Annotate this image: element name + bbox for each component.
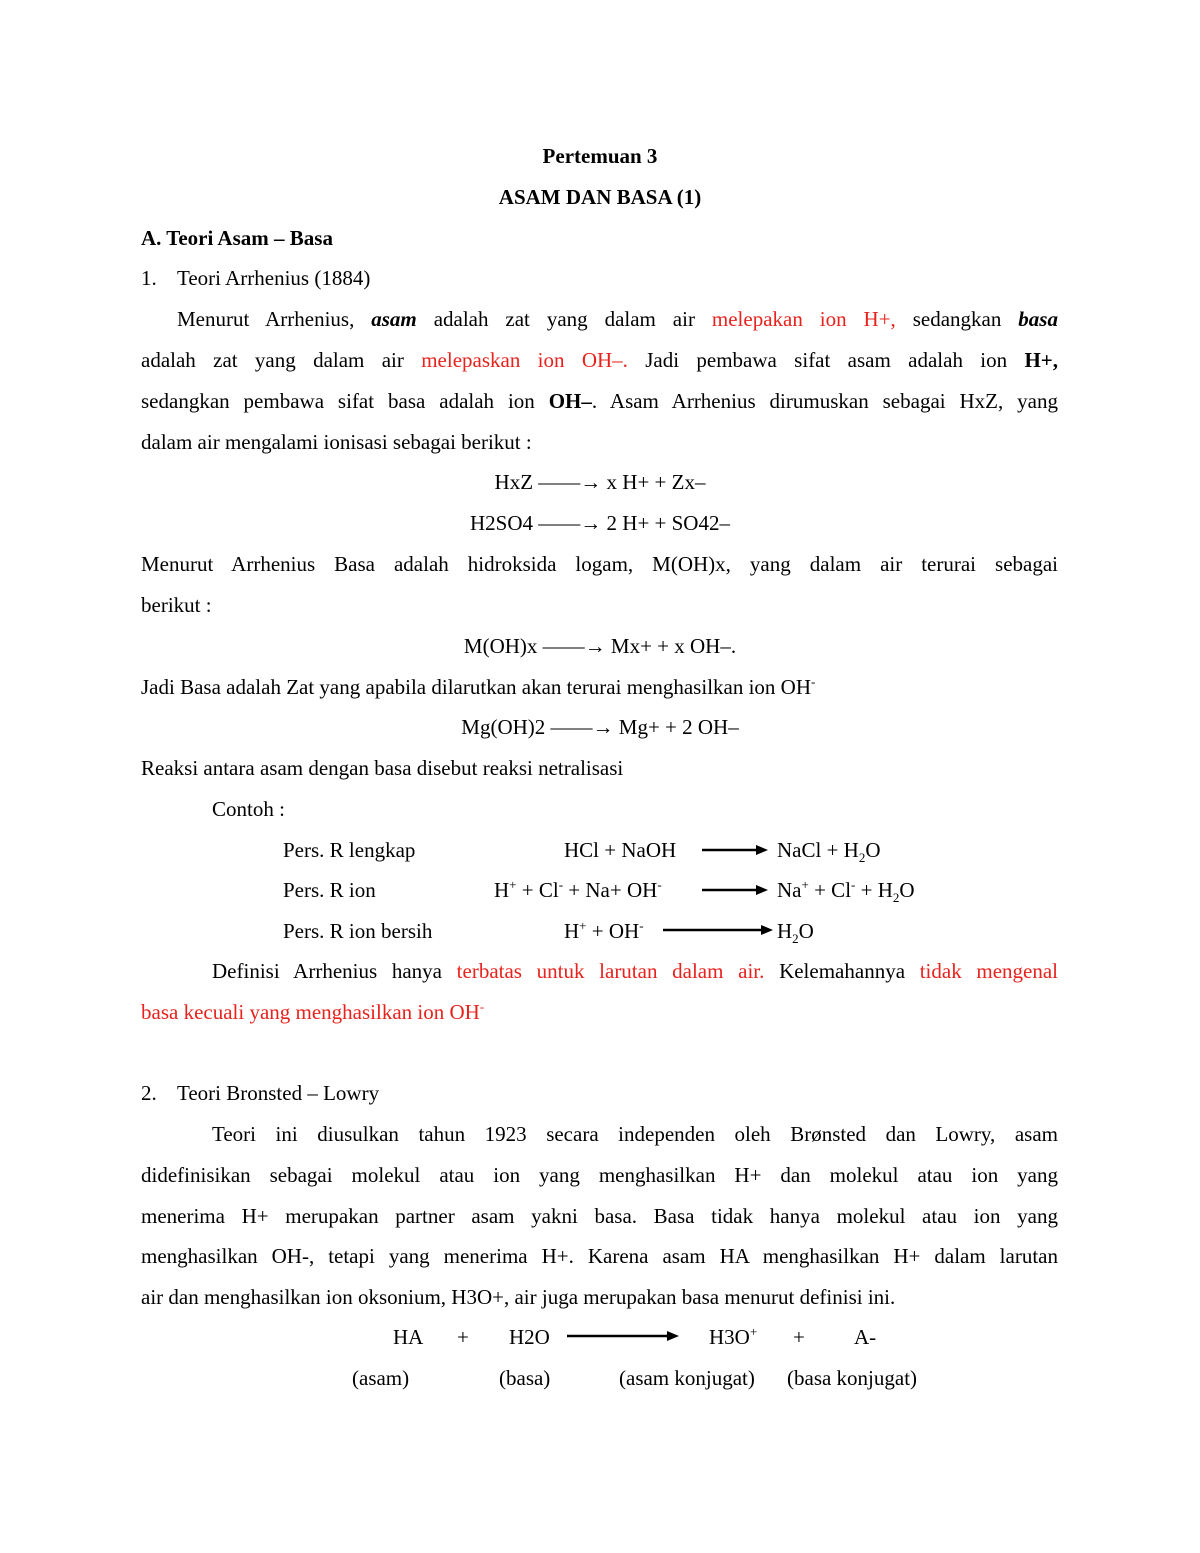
superscript: + (801, 877, 809, 892)
superscript: - (851, 877, 856, 892)
text-run: Jadi pembawa sifat asam adalah ion (627, 348, 1025, 372)
superscript: - (639, 918, 644, 933)
superscript: + (579, 918, 587, 933)
text-run: H (494, 878, 510, 902)
paragraph-line (141, 350, 1058, 371)
superscript: - (657, 877, 662, 892)
reaction-reactants (564, 918, 644, 943)
text-run: + H (855, 878, 893, 902)
highlight-text: terbatas untuk larutan dalam air. (456, 959, 765, 983)
paragraph-line (141, 391, 1058, 412)
text-run: H (564, 919, 580, 943)
page-title: ASAM DAN BASA (1) (498, 185, 702, 209)
reaction-arrow-icon (567, 1328, 679, 1344)
equation-term: A- (854, 1325, 877, 1349)
text-run: basa (1018, 307, 1058, 331)
reaction-label: Pers. R ion (283, 878, 376, 902)
equation-term: + (457, 1325, 469, 1349)
text-run: adalah zat yang dalam air (416, 307, 712, 331)
reaction-arrow-icon (702, 882, 768, 898)
text-run: Kelemahannya (764, 959, 920, 983)
text-run: Jadi Basa adalah Zat yang apabila dilarutkan akan terurai menghasilkan ion OH (141, 675, 812, 699)
text-run: O (798, 919, 814, 943)
equation-label: (asam konjugat) (619, 1366, 755, 1390)
text-run: O (865, 838, 881, 862)
reaction-arrow-icon (702, 842, 768, 858)
reaction-label: Pers. R ion bersih (283, 919, 433, 943)
text-run: H3O (709, 1325, 750, 1349)
paragraph-line: menghasilkan OH-, tetapi yang menerima H+. Karena asam HA menghasilkan H+ dalam larutan (141, 1244, 1058, 1268)
paragraph-line (141, 999, 485, 1024)
equation-term: H2O (509, 1325, 550, 1349)
highlight-text: melepakan ion H+, (711, 307, 896, 331)
highlight-text: tidak mengenal (919, 959, 1059, 983)
text-run: O (899, 878, 915, 902)
paragraph-line: Teori ini diusulkan tahun 1923 secara independen oleh Brønsted dan Lowry, asam (212, 1122, 1058, 1146)
example-label: Contoh : (212, 797, 285, 821)
highlight-text: basa kecuali yang menghasilkan ion OH (141, 1000, 480, 1024)
paragraph-line: berikut : (141, 593, 212, 617)
equation: HxZ ——→ x H+ + Zx– (494, 470, 706, 494)
text-run: Menurut Arrhenius, (177, 307, 372, 331)
paragraph-line: dalam air mengalami ionisasi sebagai berikut : (141, 430, 532, 454)
superscript: + (749, 1324, 758, 1339)
superscript: + (509, 877, 517, 892)
reaction-products (777, 877, 915, 906)
paragraph-line (141, 674, 816, 699)
reaction-products (777, 838, 881, 866)
text-run: H (777, 919, 793, 943)
list-title-bronsted: Teori Bronsted – Lowry (177, 1081, 380, 1105)
text-run: + OH (586, 919, 640, 943)
subscript: 2 (792, 931, 799, 947)
paragraph-line: didefinisikan sebagai molekul atau ion yang menghasilkan H+ dan molekul atau ion yang (141, 1163, 1058, 1187)
text-run: . Asam Arrhenius dirumuskan sebagai HxZ, yang (591, 389, 1059, 413)
equation-label: (basa konjugat) (787, 1366, 918, 1390)
superscript: - (558, 877, 564, 892)
reaction-arrow-icon (663, 922, 773, 938)
text-run: adalah zat yang dalam air (141, 348, 422, 372)
text-run: + Na+ OH (563, 878, 658, 902)
list-title-arrhenius: Teori Arrhenius (1884) (177, 266, 371, 290)
reaction-label: Pers. R lengkap (283, 838, 416, 862)
text-run: Definisi Arrhenius hanya (212, 959, 457, 983)
equation: Mg(OH)2 ——→ Mg+ + 2 OH– (461, 715, 739, 739)
subscript: 2 (858, 850, 866, 866)
meeting-label: Pertemuan 3 (542, 144, 658, 168)
equation-label: (basa) (499, 1366, 551, 1390)
text-run: + Cl (516, 878, 559, 902)
paragraph-line: menerima H+ merupakan partner asam yakni basa. Basa tidak hanya molekul atau ion yang (141, 1204, 1058, 1228)
text-run: asam (371, 307, 417, 331)
section-heading: A. Teori Asam – Basa (141, 226, 333, 250)
paragraph-line: air dan menghasilkan ion oksonium, H3O+, air juga merupakan basa menurut definisi ini. (141, 1285, 896, 1309)
list-number-1: 1. (141, 266, 157, 290)
highlight-text: melepaskan ion OH–. (421, 348, 628, 372)
list-number-2: 2. (141, 1081, 157, 1105)
text-run: H+, (1024, 348, 1058, 372)
equation-label: (asam) (352, 1366, 410, 1390)
text-run: sedangkan pembawa sifat basa adalah ion (141, 389, 549, 413)
text-run: OH– (548, 389, 592, 413)
paragraph-line: Menurut Arrhenius Basa adalah hidroksida logam, M(OH)x, yang dalam air terurai sebagai (141, 552, 1058, 576)
text-run: Na (777, 878, 802, 902)
reaction-products (777, 919, 814, 947)
equation: M(OH)x ——→ Mx+ + x OH–. (463, 634, 737, 658)
superscript: - (479, 999, 485, 1014)
text-run: + Cl (808, 878, 852, 902)
paragraph-line (177, 309, 1058, 330)
text-run: sedangkan (895, 307, 1019, 331)
equation-term (709, 1324, 758, 1349)
paragraph-line (212, 961, 1058, 982)
subscript: 2 (892, 890, 900, 906)
paragraph-line: Reaksi antara asam dengan basa disebut reaksi netralisasi (141, 756, 624, 780)
text-run: NaCl + H (777, 838, 859, 862)
reaction-reactants (494, 877, 662, 902)
equation-term: + (793, 1325, 805, 1349)
superscript: - (811, 674, 816, 689)
equation: H2SO4 ——→ 2 H+ + SO42– (470, 511, 730, 535)
reaction-reactants: HCl + NaOH (564, 838, 677, 862)
equation-term: HA (393, 1325, 424, 1349)
